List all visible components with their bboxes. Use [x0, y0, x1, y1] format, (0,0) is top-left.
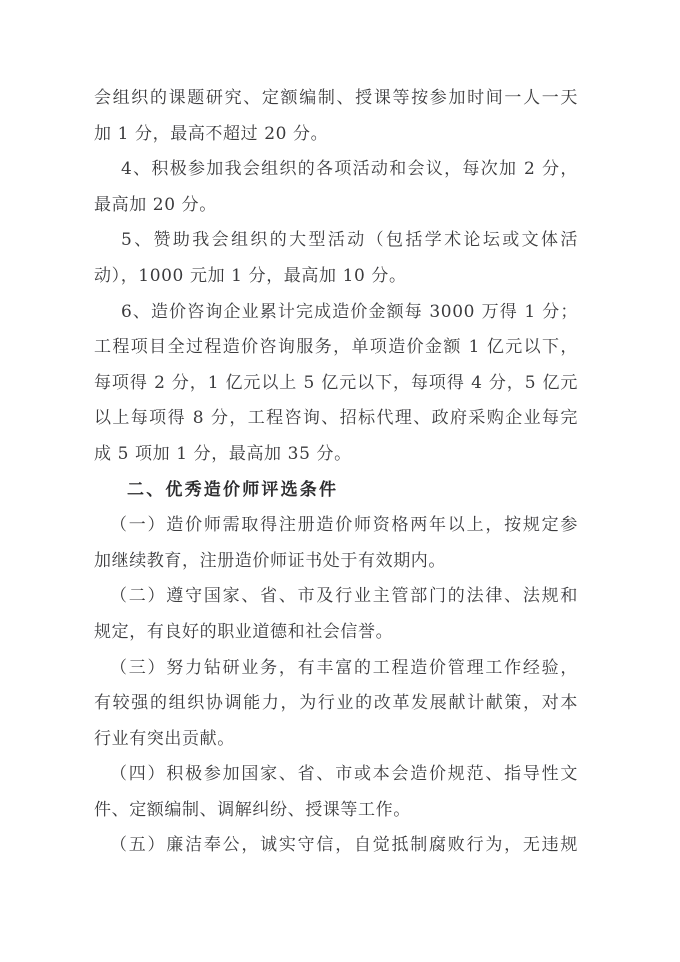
- text-line: 成 5 项加 1 分，最高加 35 分。: [94, 443, 352, 464]
- section-heading: 二、优秀造价师评选条件: [127, 479, 339, 500]
- text-line: 会组织的课题研究、定额编制、授课等按参加时间一人一天: [94, 88, 578, 108]
- text-line: （五）廉洁奉公，诚实守信，自觉抵制腐败行为，无违规: [110, 835, 578, 856]
- text-line: 5、赞助我会组织的大型活动（包括学术论坛或文体活: [121, 230, 578, 251]
- text-line: 动），1000 元加 1 分，最高加 10 分。: [94, 265, 407, 286]
- text-line: 加继续教育，注册造价师证书处于有效期内。: [94, 550, 446, 571]
- text-line: 以上每项得 8 分，工程咨询、招标代理、政府采购企业每完: [94, 408, 578, 429]
- document-body: [94, 81, 578, 864]
- text-line: （二）遵守国家、省、市及行业主管部门的法律、法规和: [110, 586, 578, 607]
- text-line: 工程项目全过程造价咨询服务，单项造价金额 1 亿元以下，: [94, 337, 578, 358]
- text-line: 规定，有良好的职业道德和社会信誉。: [94, 621, 394, 642]
- text-line: 件、定额编制、调解纠纷、授课等工作。: [94, 799, 411, 820]
- text-line: 最高加 20 分。: [94, 194, 217, 215]
- text-line: 每项得 2 分，1 亿元以上 5 亿元以下，每项得 4 分，5 亿元: [94, 372, 578, 393]
- text-line: （一）造价师需取得注册造价师资格两年以上，按规定参: [110, 515, 578, 536]
- text-line: （三）努力钻研业务，有丰富的工程造价管理工作经验，: [110, 657, 578, 678]
- text-line: 6、造价咨询企业累计完成造价金额每 3000 万得 1 分；: [121, 301, 578, 322]
- text-line: （四）积极参加国家、省、市或本会造价规范、指导性文: [110, 764, 578, 785]
- text-line: 行业有突出贡献。: [94, 728, 235, 749]
- text-line: 加 1 分，最高不超过 20 分。: [94, 123, 329, 144]
- text-line: 4、积极参加我会组织的各项活动和会议，每次加 2 分，: [121, 159, 578, 180]
- text-line: 有较强的组织协调能力，为行业的改革发展献计献策，对本: [94, 693, 578, 714]
